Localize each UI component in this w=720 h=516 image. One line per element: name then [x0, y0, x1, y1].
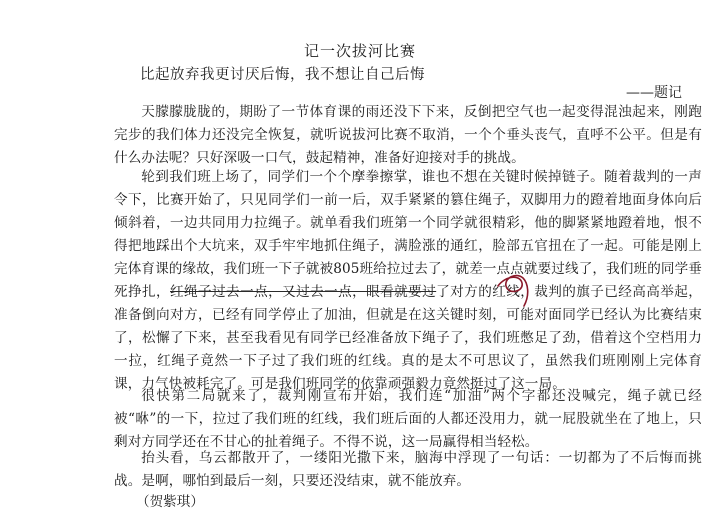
paragraph-3: 很快第二局就来了，裁判刚宣布开始，我们连“加油”两个字都还没喊完，绳子就已经被“咻”的一下，拉过了我们班的红线，我们班后面的人都还没用力，就一屁股就坐在了地上，只剩对方同学还在不甘心的扯着绳子。不得不说，这一局赢得相当轻松。 — [114, 388, 702, 450]
paragraph-4: 抬头看，乌云都散开了，一缕阳光撒下来，脑海中浮现了一句话：一切都为了不后悔而挑战。是啊，哪怕到最后一刻，只要还没结束，就不能放弃。 — [114, 450, 702, 489]
essay-title: 记一次拔河比赛 — [303, 42, 416, 60]
paragraph-2-part-b: 了对方的红线，裁判的旗子已经高高举起，准备倒向对方，已经有同学停止了加油，但就是在这关键时刻，可能对面同学已经认为比赛结束了，松懈了下来，甚至我看见有同学已经准备放下绳子了，我们班憋足了劲，借着这个空档用力一拉，红绳子竟然一下子过了我们班的红线。真的是太不可思议了，虽然我们班刚刚上完体育课，力气快被耗完了。可是我们班同学的依靠顽强毅力竟然挺过了这一局。 — [114, 284, 702, 392]
epigraph: 比起放弃我更讨厌后悔，我不想让自己后悔 — [140, 67, 425, 83]
paragraph-2 — [114, 166, 702, 396]
paragraph-1: 天朦朦胧胧的，期盼了一节体育课的雨还没下下来，反倒把空气也一起变得混浊起来，刚跑完步的我们体力还没完全恢复，就听说拔河比赛不取消，一个个垂头丧气，直呼不公平。但是有什么办法呢？只好深吸一口气，鼓起精神，准备好迎接对手的挑战。 — [114, 104, 702, 166]
paragraph-2-part-a: 轮到我们班上场了，同学们一个个摩拳擦掌，谁也不想在关键时候掉链子。随着裁判的一声令下，比赛开始了，只见同学们一前一后，双手紧紧的篡住绳子，双脚用力的蹬着地面身体向后倾斜着，一边共同用力拉绳子。就单看我们班第一个同学就很精彩，他的脚紧紧地蹬着地，恨不得把地踩出个大坑来，双手牢牢地抓住绳子，满脸涨的通红，脸部五官扭在了一起。可能是刚上完体育课的缘故，我们班一下子就被805班给拉过去了，就差一点点就要过线了，我们班的同学垂死挣扎， — [114, 169, 702, 300]
author-name: （贺紫琪） — [136, 494, 204, 510]
epigraph-sign: ——题记 — [626, 85, 682, 101]
struck-out-text: 红绳子过去一点，又过去一点，眼看就要过 — [170, 284, 437, 300]
